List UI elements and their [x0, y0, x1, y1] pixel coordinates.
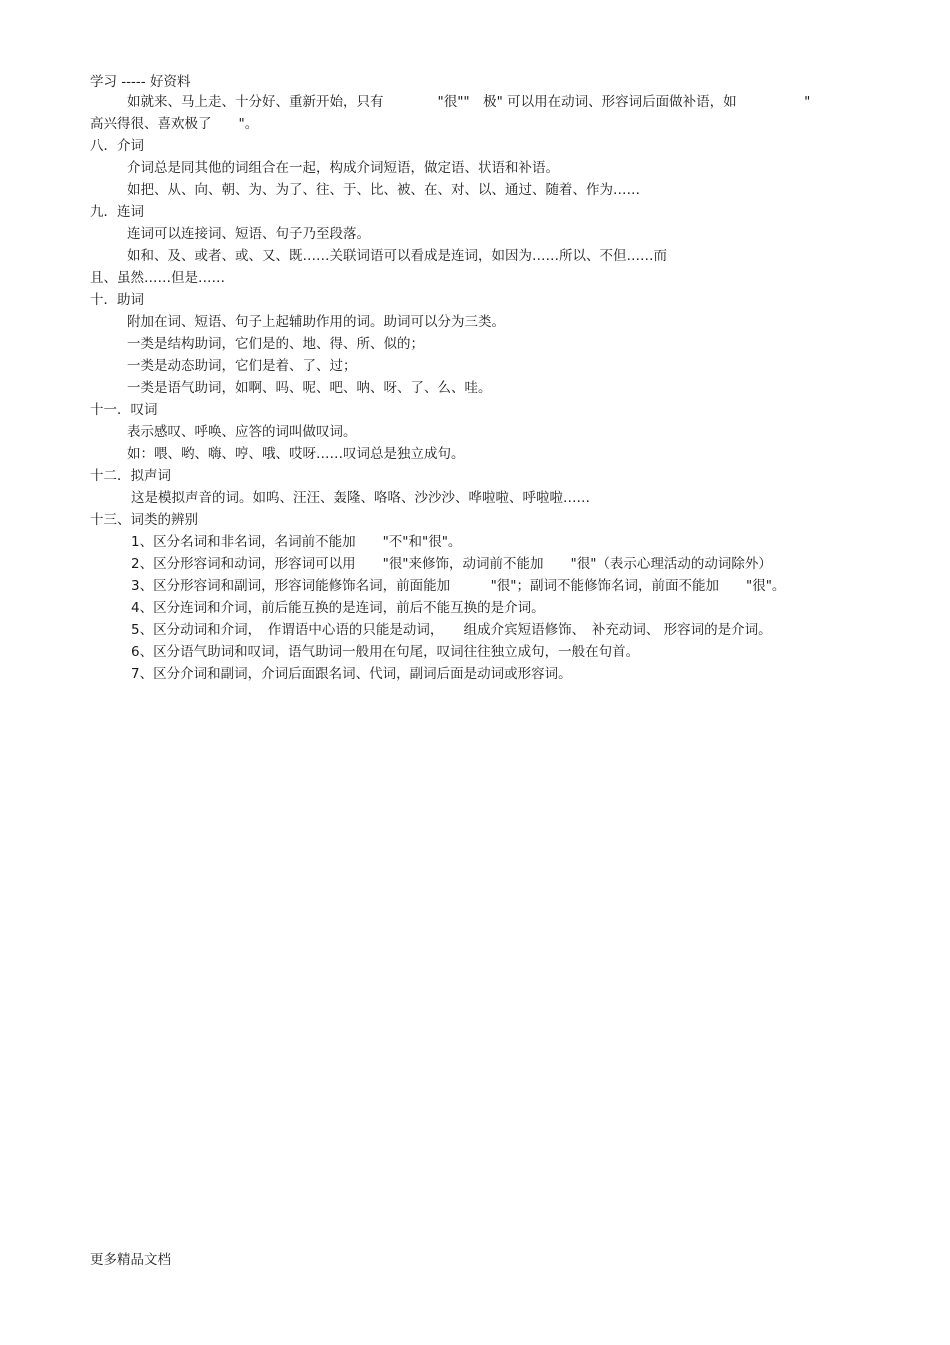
page-header: 学习 ----- 好资料 [90, 74, 191, 90]
text-line: 高兴得很、喜欢极了 "。 [90, 116, 259, 132]
text-line: 一类是动态助词，它们是着、了、过； [127, 358, 357, 374]
section-heading: 十一．叹词 [90, 402, 158, 418]
page-footer: 更多精品文档 [90, 1252, 171, 1268]
text-line: 这是模拟声音的词。如呜、汪汪、轰隆、咯咯、沙沙沙、哗啦啦、呼啦啦…… [131, 490, 590, 506]
list-item: 7、区分介词和副词，介词后面跟名词、代词，副词后面是动词或形容词。 [131, 666, 572, 682]
text-line: 介词总是同其他的词组合在一起，构成介词短语，做定语、状语和补语。 [127, 160, 559, 176]
text-line: 如和、及、或者、或、又、既……关联词语可以看成是连词，如因为……所以、不但……而 [127, 248, 667, 264]
section-heading: 八．介词 [90, 138, 144, 154]
text-line: 一类是语气助词，如啊、吗、呢、吧、呐、呀、了、么、哇。 [127, 380, 492, 396]
section-heading: 十二．拟声词 [90, 468, 171, 484]
text-line: 且、虽然……但是…… [90, 270, 225, 286]
text-line: 如把、从、向、朝、为、为了、往、于、比、被、在、对、以、通过、随着、作为…… [127, 182, 640, 198]
text-line: 附加在词、短语、句子上起辅助作用的词。助词可以分为三类。 [127, 314, 505, 330]
text-line: 连词可以连接词、短语、句子乃至段落。 [127, 226, 370, 242]
list-item: 4、区分连词和介词，前后能互换的是连词，前后不能互换的是介词。 [131, 600, 545, 616]
section-heading: 十三、词类的辨别 [90, 512, 198, 528]
section-heading: 九．连词 [90, 204, 144, 220]
list-item: 6、区分语气助词和叹词，语气助词一般用在句尾，叹词往往独立成句，一般在句首。 [131, 644, 640, 660]
list-item: 3、区分形容词和副词，形容词能修饰名词，前面能加 "很"；副词不能修饰名词，前面不能加 "很"。 [131, 578, 786, 594]
section-heading: 十．助词 [90, 292, 144, 308]
text-line: 如：喂、哟、嗨、哼、哦、哎呀……叹词总是独立成句。 [127, 446, 465, 462]
list-item: 1、区分名词和非名词，名词前不能加 "不"和"很"。 [131, 534, 462, 550]
list-item: 5、区分动词和介词， 作谓语中心语的只能是动词， 组成介宾短语修饰、 补充动词、 形容词的是介词。 [131, 622, 772, 638]
text-line: 表示感叹、呼唤、应答的词叫做叹词。 [127, 424, 357, 440]
text-line: 一类是结构助词，它们是的、地、得、所、似的； [127, 336, 424, 352]
list-item: 2、区分形容词和动词，形容词可以用 "很"来修饰，动词前不能加 "很"（表示心理活动的动词除外） [131, 556, 772, 572]
text-line: 如就来、马上走、十分好、重新开始，只有 "很"" 极" 可以用在动词、形容词后面做补语，如 " [127, 94, 811, 110]
